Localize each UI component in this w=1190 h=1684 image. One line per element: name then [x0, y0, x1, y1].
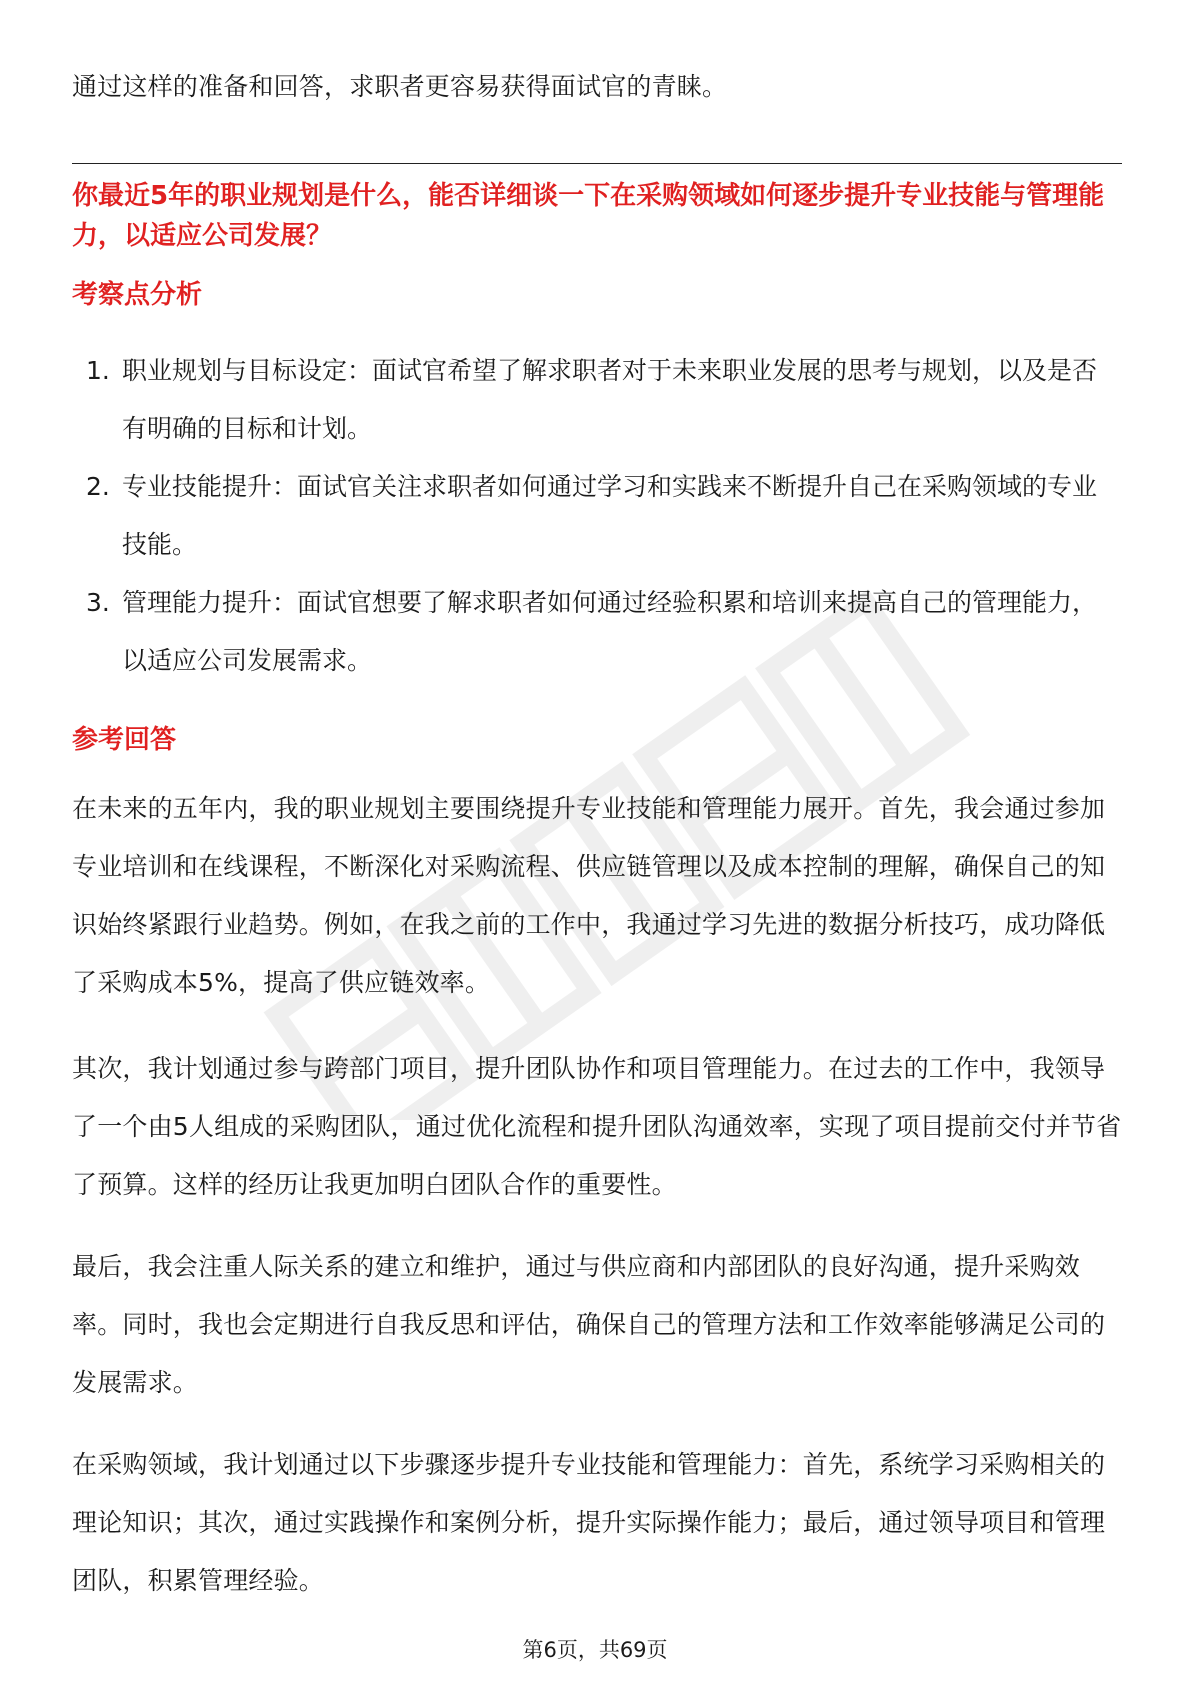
intro-paragraph: 通过这样的准备和回答，求职者更容易获得面试官的青睐。	[72, 72, 728, 101]
answer-paragraph: 其次，我计划通过参与跨部门项目，提升团队协作和项目管理能力。在过去的工作中，我领导了一个由5人组成的采购团队，通过优化流程和提升团队沟通效率，实现了项目提前交付并节省了预算。这样的经历让我更加明白团队合作的重要性。	[72, 1054, 1122, 1199]
analysis-list	[86, 342, 1116, 690]
list-item-number: 2.	[86, 472, 110, 501]
question-heading: 你最近5年的职业规划是什么，能否详细谈一下在采购领域如何逐步提升专业技能与管理能力，以适应公司发展？	[72, 181, 1105, 251]
divider	[72, 163, 1122, 164]
list-item	[86, 342, 1116, 458]
list-item-text: 专业技能提升：面试官关注求职者如何通过学习和实践来不断提升自己在采购领域的专业技能。	[122, 472, 1098, 559]
answer-paragraph: 在采购领域，我计划通过以下步骤逐步提升专业技能和管理能力：首先，系统学习采购相关的理论知识；其次，通过实践操作和案例分析，提升实际操作能力；最后，通过领导项目和管理团队，积累管理经验。	[72, 1450, 1106, 1595]
answer-paragraph: 在未来的五年内，我的职业规划主要围绕提升专业技能和管理能力展开。首先，我会通过参加专业培训和在线课程，不断深化对采购流程、供应链管理以及成本控制的理解，确保自己的知识始终紧跟行业趋势。例如，在我之前的工作中，我通过学习先进的数据分析技巧，成功降低了采购成本5%，提高了供应链效率。	[72, 794, 1106, 997]
list-item-number: 1.	[86, 356, 110, 385]
list-item	[86, 458, 1116, 574]
page-number: 第6页，共69页	[522, 1638, 668, 1662]
answer-heading: 参考回答	[72, 725, 177, 755]
list-item-number: 3.	[86, 588, 110, 617]
list-item-text: 职业规划与目标设定：面试官希望了解求职者对于未来职业发展的思考与规划，以及是否有明确的目标和计划。	[122, 356, 1098, 443]
list-item	[86, 574, 1116, 690]
analysis-heading: 考察点分析	[72, 280, 203, 310]
list-item-text: 管理能力提升：面试官想要了解求职者如何通过经验积累和培训来提高自己的管理能力，以适应公司发展需求。	[122, 588, 1098, 675]
answer-paragraph: 最后，我会注重人际关系的建立和维护，通过与供应商和内部团队的良好沟通，提升采购效率。同时，我也会定期进行自我反思和评估，确保自己的管理方法和工作效率能够满足公司的发展需求。	[72, 1252, 1106, 1397]
